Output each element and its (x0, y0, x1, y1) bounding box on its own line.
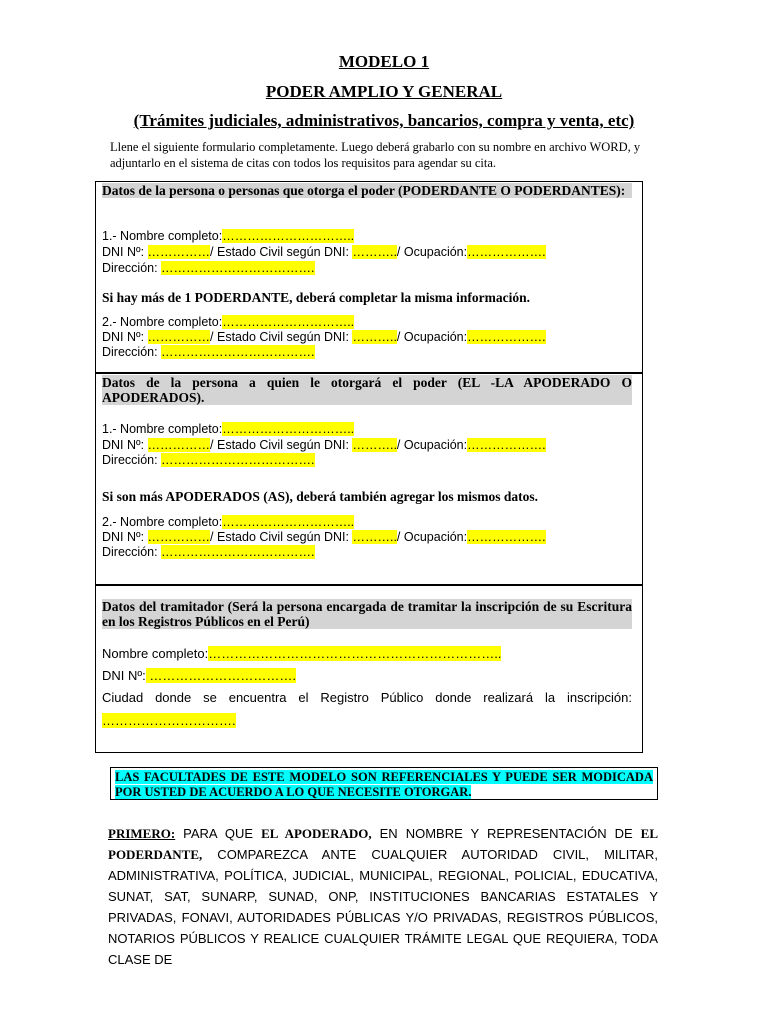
primero-text-3: COMPAREZCA ANTE CUALQUIER AUTORIDAD CIVIL, MILITAR, ADMINISTRATIVA, POLÍTICA, JUDICIAL, MUNICIPAL, REGIONAL, POLICIAL, EDUCATIVA, SUNAT, SAT, SUNARP, SUNAD, ONP, INSTITUCIONES BANCARIAS ESTATALES Y PRIVADAS, FONAVI, AUTORIDADES PÚBLICAS Y/O PRIVADAS, REGISTROS PÚBLICOS, NOTARIOS PÚBLICOS Y REALICE CUALQUIER TRÁMITE LEGAL QUE REQUIERA, TODA CLASE DE (108, 847, 658, 967)
dni-field[interactable]: ……………………………. (145, 668, 296, 683)
civil-label: / Estado Civil según DNI: (210, 530, 353, 544)
civil-label: / Estado Civil según DNI: (210, 245, 353, 259)
primero-bold-1: EL APODERADO, (261, 826, 372, 841)
apoderado-2-name-row (102, 514, 354, 530)
apoderado-2-address-row (102, 544, 315, 560)
poderdante-2-name-row (102, 314, 354, 330)
tramitador-city-label: Ciudad donde se encuentra el Registro Público donde realizará la inscripción: (102, 690, 632, 705)
apoderado-note: Si son más APODERADOS (AS), deberá también agregar los mismos datos. (102, 489, 539, 504)
primero-text-1: PARA QUE (175, 826, 262, 841)
section-poderdante-header: Datos de la persona o personas que otorga el poder (PODERDANTE O PODERDANTES): (102, 183, 632, 198)
occupation-label: / Ocupación: (396, 245, 468, 259)
main-title: PODER AMPLIO Y GENERAL (265, 82, 503, 101)
occupation-field[interactable]: ………………. (467, 330, 546, 344)
section-apoderado-header: Datos de la persona a quien le otorgará el poder (EL -LA APODERADO O APODERADOS). (102, 375, 632, 405)
notice-text: LAS FACULTADES DE ESTE MODELO SON REFERENCIALES Y PUEDE SER MODICADA POR USTED DE ACUERDO A LO QUE NECESITE OTORGAR. (115, 770, 653, 799)
civil-label: / Estado Civil según DNI: (210, 330, 353, 344)
name-field[interactable]: ………………………….. (222, 422, 355, 436)
primero-label: PRIMERO: (108, 826, 176, 841)
poderdante-1-dni-row (102, 244, 546, 260)
occupation-label: / Ocupación: (396, 330, 468, 344)
address-label: Dirección: (102, 453, 162, 467)
civil-field[interactable]: ……….. (352, 530, 397, 544)
name-field[interactable]: ………………………….. (222, 229, 355, 243)
dni-field[interactable]: …………… (147, 245, 211, 259)
intro-text: Llene el siguiente formulario completamente. Luego deberá grabarlo con su nombre en archivo WORD, y adjuntarlo en el sistema de citas con todos los requisitos para agendar su cita. (110, 140, 641, 170)
poderdante-note: Si hay más de 1 PODERDANTE, deberá completar la misma información. (102, 290, 530, 305)
name-label: 1.- Nombre completo: (102, 422, 223, 436)
address-field[interactable]: ………………………………. (161, 261, 315, 275)
address-field[interactable]: ………………………………. (161, 545, 315, 559)
dni-label: DNI Nº: (102, 438, 148, 452)
primero-paragraph (108, 823, 658, 970)
civil-field[interactable]: ……….. (352, 330, 397, 344)
occupation-field[interactable]: ………………. (467, 245, 546, 259)
model-title: MODELO 1 (338, 52, 430, 71)
dni-field[interactable]: …………… (147, 438, 211, 452)
name-field[interactable]: ………………………….. (222, 515, 355, 529)
occupation-label: / Ocupación: (396, 438, 468, 452)
name-label: Nombre completo: (102, 646, 209, 661)
address-label: Dirección: (102, 345, 162, 359)
tramitador-city-row (102, 713, 236, 729)
apoderado-1-address-row (102, 452, 315, 468)
dni-field[interactable]: …………… (147, 530, 211, 544)
primero-bold-2: EL PODERDANTE, (108, 826, 659, 862)
dni-label: DNI Nº: (102, 330, 148, 344)
address-label: Dirección: (102, 545, 162, 559)
dni-label: DNI Nº: (102, 245, 148, 259)
name-field[interactable]: ………………………….. (222, 315, 355, 329)
dni-label: DNI Nº: (102, 668, 146, 683)
poderdante-1-address-row (102, 260, 315, 276)
apoderado-2-dni-row (102, 529, 546, 545)
name-label: 2.- Nombre completo: (102, 315, 223, 329)
dni-field[interactable]: …………… (147, 330, 211, 344)
occupation-field[interactable]: ………………. (467, 530, 546, 544)
city-field[interactable]: …………………………. (102, 713, 236, 728)
civil-field[interactable]: ……….. (352, 438, 397, 452)
name-label: 1.- Nombre completo: (102, 229, 223, 243)
apoderado-1-dni-row (102, 437, 546, 453)
civil-field[interactable]: ……….. (352, 245, 397, 259)
primero-text-2: EN NOMBRE Y REPRESENTACIÓN DE (371, 826, 641, 841)
address-label: Dirección: (102, 261, 162, 275)
address-field[interactable]: ………………………………. (161, 345, 315, 359)
poderdante-2-address-row (102, 344, 315, 360)
subtitle: (Trámites judiciales, administrativos, bancarios, compra y venta, etc) (133, 111, 635, 130)
name-field[interactable]: ………………………………………………………….. (208, 646, 502, 661)
name-label: 2.- Nombre completo: (102, 515, 223, 529)
poderdante-1-name-row (102, 228, 354, 244)
apoderado-1-name-row (102, 421, 354, 437)
notice-box (110, 767, 658, 800)
poderdante-2-dni-row (102, 329, 546, 345)
tramitador-name-row (102, 646, 501, 662)
occupation-label: / Ocupación: (396, 530, 468, 544)
dni-label: DNI Nº: (102, 530, 148, 544)
section-tramitador-header: Datos del tramitador (Será la persona encargada de tramitar la inscripción de su Escritura en los Registros Públicos en el Perú) (102, 599, 632, 629)
tramitador-dni-row (102, 668, 296, 684)
address-field[interactable]: ………………………………. (161, 453, 315, 467)
occupation-field[interactable]: ………………. (467, 438, 546, 452)
civil-label: / Estado Civil según DNI: (210, 438, 353, 452)
